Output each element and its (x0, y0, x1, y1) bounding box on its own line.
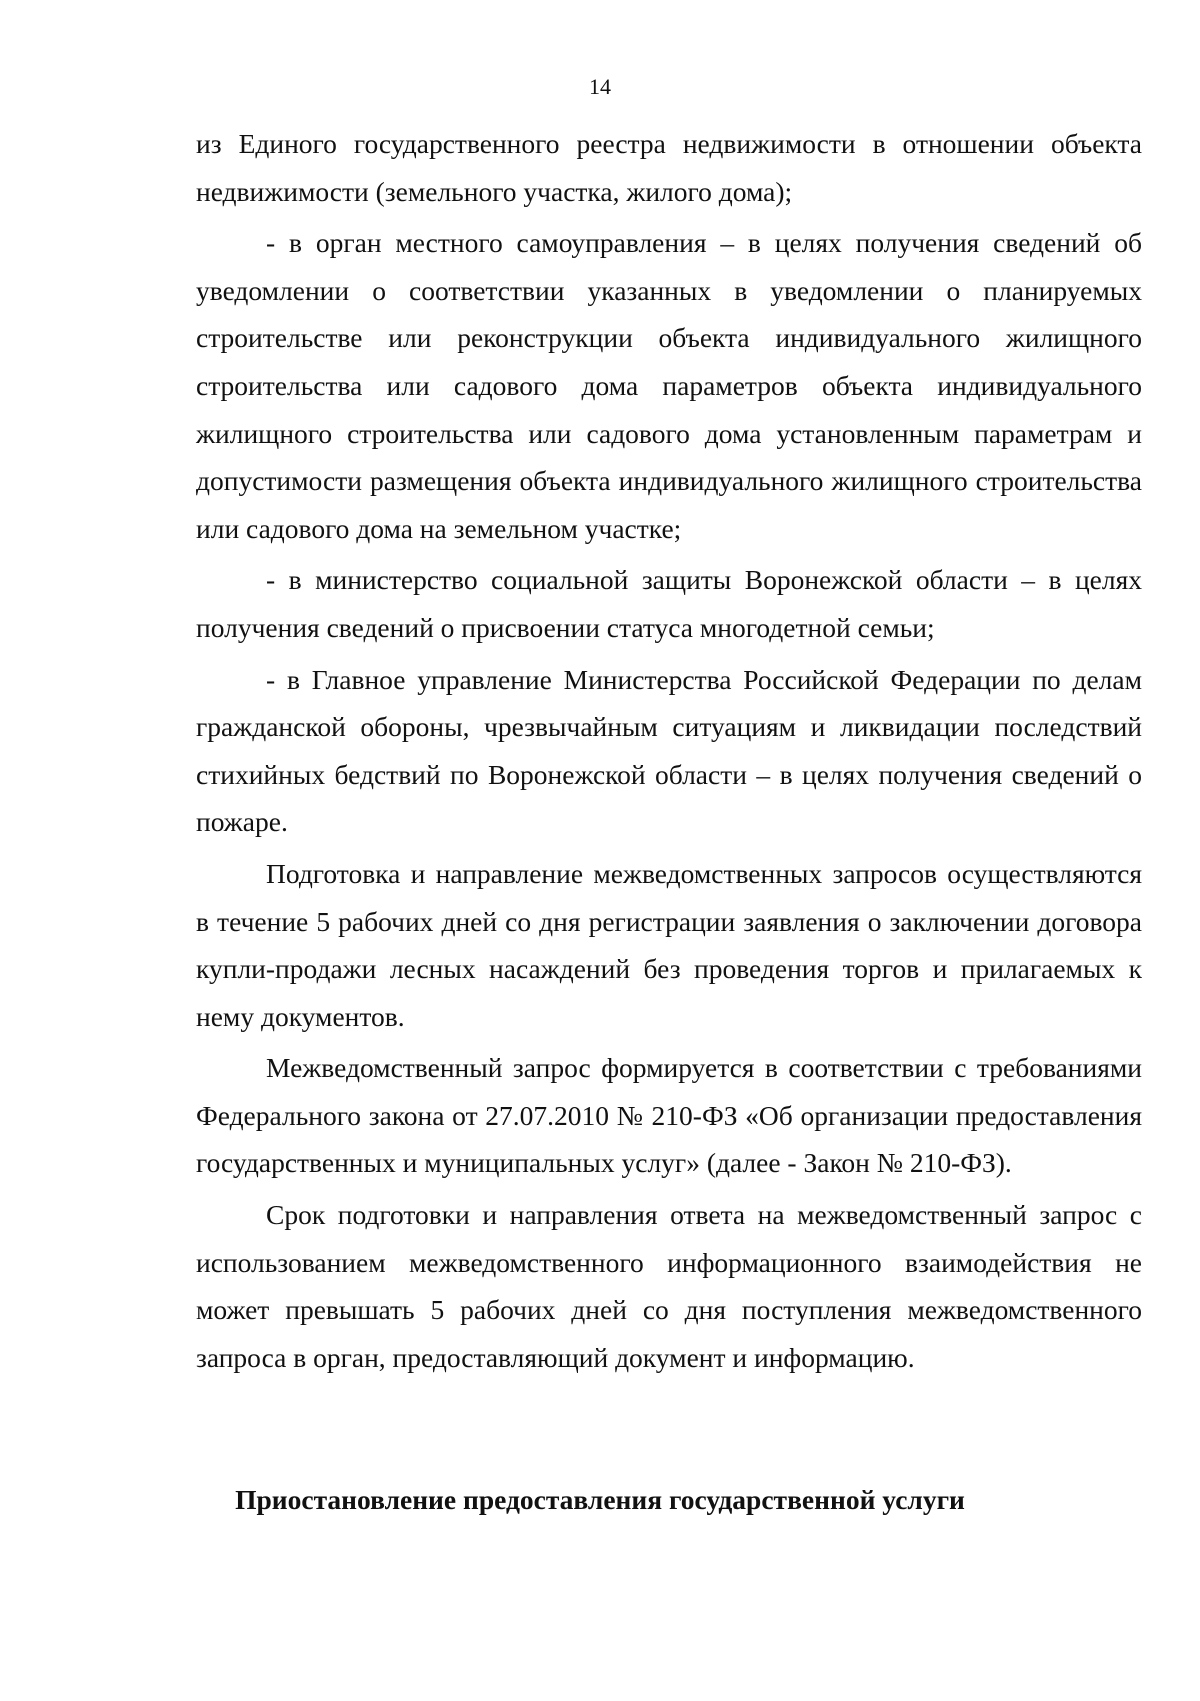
document-body (196, 120, 1142, 1381)
section-heading: Приостановление предоставления государственной услуги (235, 1484, 965, 1515)
paragraph-social-protection-request: - в министерство социальной защиты Воронежской области – в целях получения сведений о присвоении статуса многодетной семьи; (196, 564, 1142, 643)
paragraph-request-timing: Подготовка и направление межведомственных запросов осуществляются в течение 5 рабочих дней со дня регистрации заявления о заключении договора купли-продажи лесных насаждений без проведения торгов и прилагаемых к нему документов. (196, 857, 1142, 1032)
page-number: 14 (589, 74, 611, 99)
paragraph-local-government-request: - в орган местного самоуправления – в целях получения сведений об уведомлении о соответствии указанных в уведомлении о планируемых строительстве или реконструкции объекта индивидуального жилищного строительства или садового дома параметров объекта индивидуального жилищного строительства или садового дома установленным параметрам и допустимости размещения объекта индивидуального жилищного строительства или садового дома на земельном участке; (196, 227, 1142, 544)
paragraph-response-deadline: Срок подготовки и направления ответа на межведомственный запрос с использованием межведомственного информационного взаимодействия не может превышать 5 рабочих дней со дня поступления межведомственного запроса в орган, предоставляющий документ и информацию. (196, 1199, 1142, 1373)
paragraph-emergency-ministry-request: - в Главное управление Министерства Российской Федерации по делам гражданской обороны, чрезвычайным ситуациям и ликвидации последствий стихийных бедствий по Воронежской области – в целях получения сведений о пожаре. (196, 663, 1142, 838)
paragraph-continuation: из Единого государственного реестра недвижимости в отношении объекта недвижимости (земельного участка, жилого дома); (196, 128, 1142, 207)
paragraph-request-requirements: Межведомственный запрос формируется в соответствии с требованиями Федерального закона от 27.07.2010 № 210-ФЗ «Об организации предоставления государственных и муниципальных услуг» (далее - Закон № 210-ФЗ). (196, 1052, 1142, 1179)
